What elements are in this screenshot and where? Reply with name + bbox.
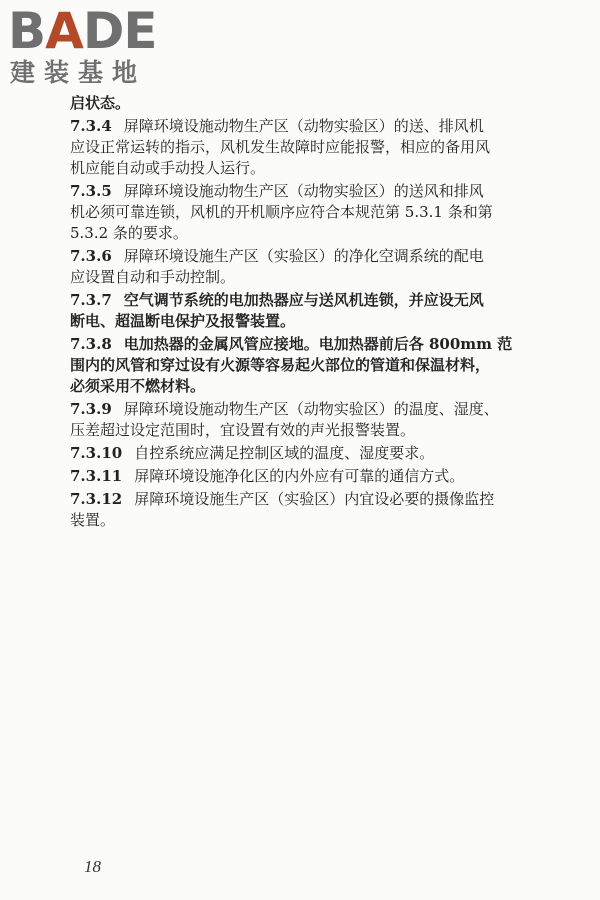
clause-line: 7.3.4 屏障环境设施动物生产区（动物实验区）的送、排风机 xyxy=(70,117,484,135)
clause-line: 7.3.7 空气调节系统的电加热器应与送风机连锁，并应设无风 xyxy=(70,291,484,309)
logo-letters: DE xyxy=(82,2,157,60)
clause-7-3-12 xyxy=(70,489,558,531)
clause-line: 压差超过设定范围时，宜设置有效的声光报警装置。 xyxy=(70,421,416,439)
clause-line: 7.3.11 屏障环境设施净化区的内外应有可靠的通信方式。 xyxy=(70,467,465,485)
clause-number: 7.3.12 xyxy=(70,490,123,508)
clause-line: 7.3.10 自控系统应满足控制区域的温度、湿度要求。 xyxy=(70,444,435,462)
clause-line: 7.3.8 电加热器的金属风管应接地。电加热器前后各 800mm 范 xyxy=(70,335,513,353)
clause-number: 7.3.5 xyxy=(70,182,112,200)
clause-line: 7.3.6 屏障环境设施生产区（实验区）的净化空调系统的配电 xyxy=(70,247,484,265)
clause-7-3-9 xyxy=(70,399,558,441)
clause-number: 7.3.4 xyxy=(70,117,112,135)
clause-number: 7.3.7 xyxy=(70,291,112,309)
clause-number: 7.3.8 xyxy=(70,335,112,353)
logo-wordmark xyxy=(8,4,157,58)
clause-number: 7.3.11 xyxy=(70,467,123,485)
clause-line: 7.3.9 屏障环境设施动物生产区（动物实验区）的温度、湿度、 xyxy=(70,400,499,418)
clause-line: 7.3.5 屏障环境设施动物生产区（动物实验区）的送风和排风 xyxy=(70,182,484,200)
clause-number: 7.3.10 xyxy=(70,444,123,462)
clause-line: 必须采用不燃材料。 xyxy=(70,377,206,395)
clause-line: 机必须可靠连锁，风机的开机顺序应符合本规范第 5.3.1 条和第 xyxy=(70,203,493,221)
clause-7-3-7 xyxy=(70,290,558,332)
clause-7-3-11 xyxy=(70,466,558,487)
clause-line: 7.3.12 屏障环境设施生产区（实验区）内宜设必要的摄像监控 xyxy=(70,490,495,508)
bade-logo xyxy=(8,4,178,90)
clause-7-3-4 xyxy=(70,116,558,179)
logo-subtitle: 建装基地 xyxy=(10,58,147,87)
clause-7-3-10 xyxy=(70,443,558,464)
clause-7-3-6 xyxy=(70,246,558,288)
logo-letter: B xyxy=(8,2,46,60)
continuation-text: 启状态。 xyxy=(70,94,131,112)
clause-line: 应设置自动和手动控制。 xyxy=(70,268,236,286)
clause-number: 7.3.9 xyxy=(70,400,112,418)
clause-7-3-5 xyxy=(70,181,558,244)
clause-line: 断电、超温断电保护及报警装置。 xyxy=(70,312,296,330)
document-body xyxy=(70,93,558,533)
clause-line: 围内的风管和穿过设有火源等容易起火部位的管道和保温材料， xyxy=(70,356,491,374)
logo-letter-accent: A xyxy=(45,2,83,60)
clause-number: 7.3.6 xyxy=(70,247,112,265)
clause-7-3-8 xyxy=(70,334,558,397)
page-number: 18 xyxy=(84,857,101,876)
clause-line: 装置。 xyxy=(70,511,116,529)
clause-line: 5.3.2 条的要求。 xyxy=(70,224,188,242)
clause-line: 机应能自动或手动投人运行。 xyxy=(70,159,266,177)
clause-line: 应设正常运转的指示，风机发生故障时应能报警，相应的备用风 xyxy=(70,138,491,156)
